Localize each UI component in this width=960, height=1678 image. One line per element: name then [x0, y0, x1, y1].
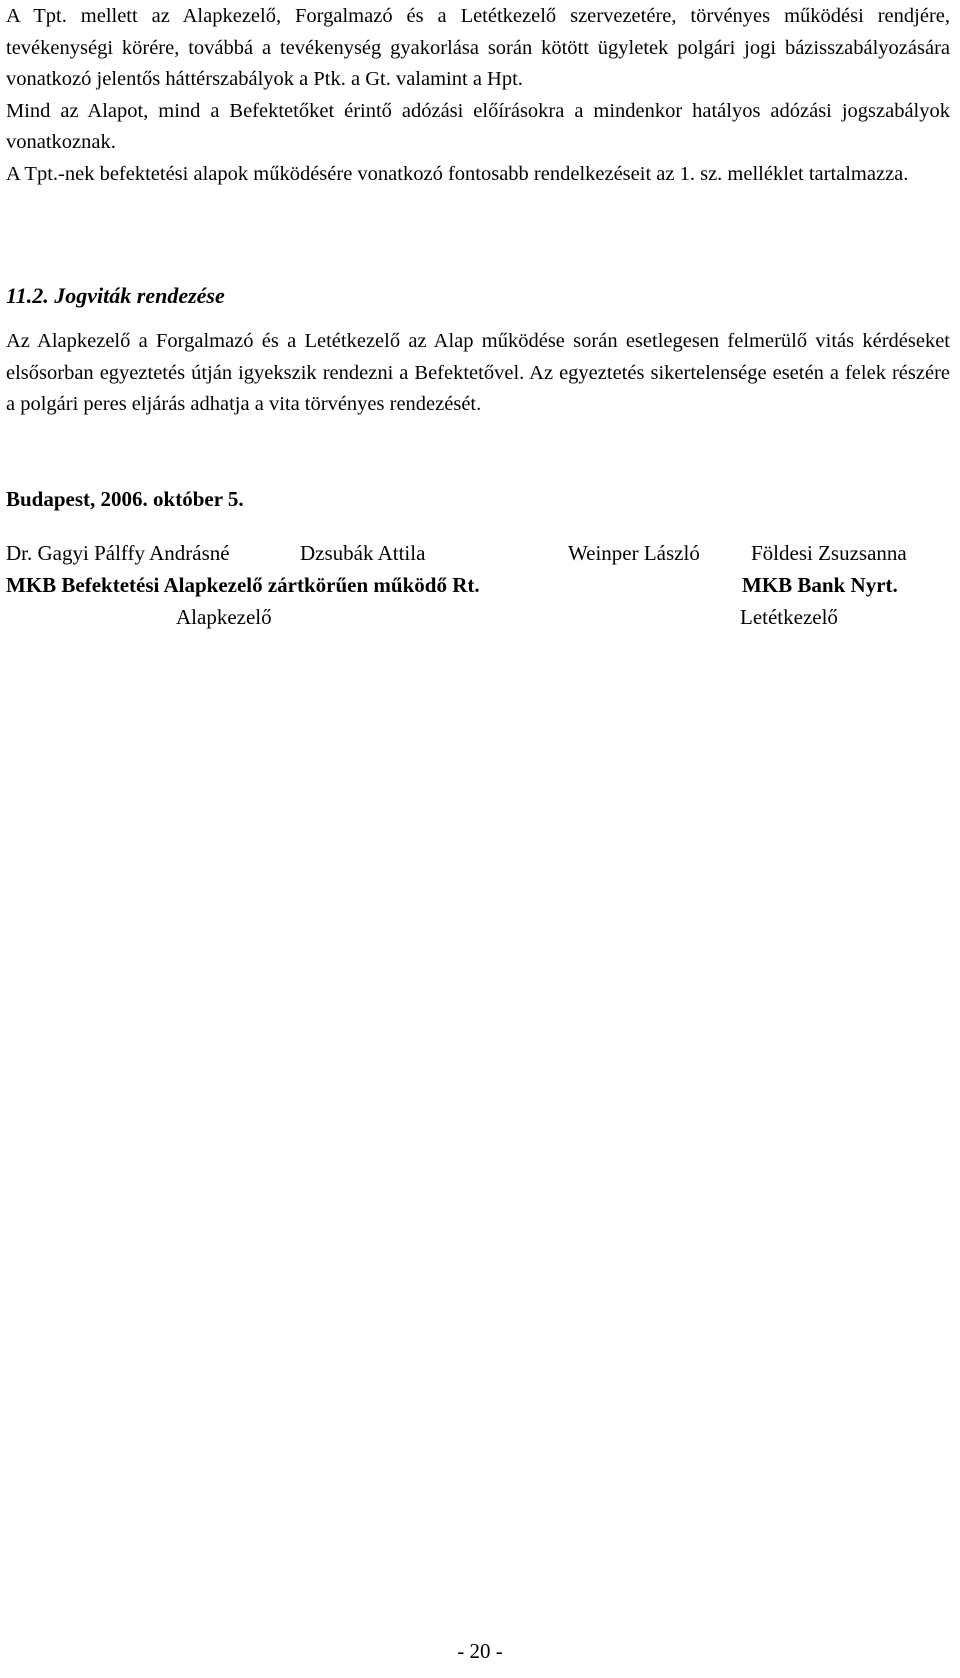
paragraph-tax-rules: Mind az Alapot, mind a Befektetőket érintő adózási előírásokra a mindenkor hatályos adózási jogszabályok vonatkoznak.: [6, 99, 950, 153]
signatory-name-4: Földesi Zsuzsanna: [751, 541, 907, 565]
paragraph-annex-reference: A Tpt.-nek befektetési alapok működésére vonatkozó fontosabb rendelkezéseit az 1. sz. melléklet tartalmazza.: [6, 162, 909, 185]
fund-manager-company: MKB Befektetési Alapkezelő zártkörűen működő Rt.: [6, 573, 480, 597]
paragraph-background-rules: A Tpt. mellett az Alapkezelő, Forgalmazó és a Letétkezelő szervezetére, törvényes működési rendjére, tevékenységi körére, továbbá a tevékenység gyakorlása során kötött ügyletek polgári jogi bázisszabályozására vonatkozó jelentős háttérszabályok a Ptk. a Gt. valamint a Hpt.: [6, 5, 950, 90]
place-date: Budapest, 2006. október 5.: [6, 487, 244, 511]
signatory-name-3: Weinper László: [568, 541, 700, 565]
section-legal-disputes: [6, 326, 950, 421]
page-number: - 20 -: [457, 1639, 503, 1663]
signatory-name-1: Dr. Gagyi Pálffy Andrásné: [6, 541, 230, 565]
custodian-role: Letétkezelő: [740, 605, 838, 629]
section-heading: 11.2. Jogviták rendezése: [6, 283, 225, 308]
signatory-name-2: Dzsubák Attila: [300, 541, 426, 565]
fund-manager-role: Alapkezelő: [176, 605, 272, 629]
paragraph-dispute-resolution: Az Alapkezelő a Forgalmazó és a Letétkezelő az Alap működése során esetlegesen felmerülő vitás kérdéseket elsősorban egyeztetés útján igyekszik rendezni a Befektetővel. Az egyeztetés sikertelensége esetén a felek részére a polgári peres eljárás adhatja a vita törvényes rendezését.: [6, 330, 950, 415]
document-body: [6, 0, 950, 511]
custodian-company: MKB Bank Nyrt.: [742, 573, 898, 597]
